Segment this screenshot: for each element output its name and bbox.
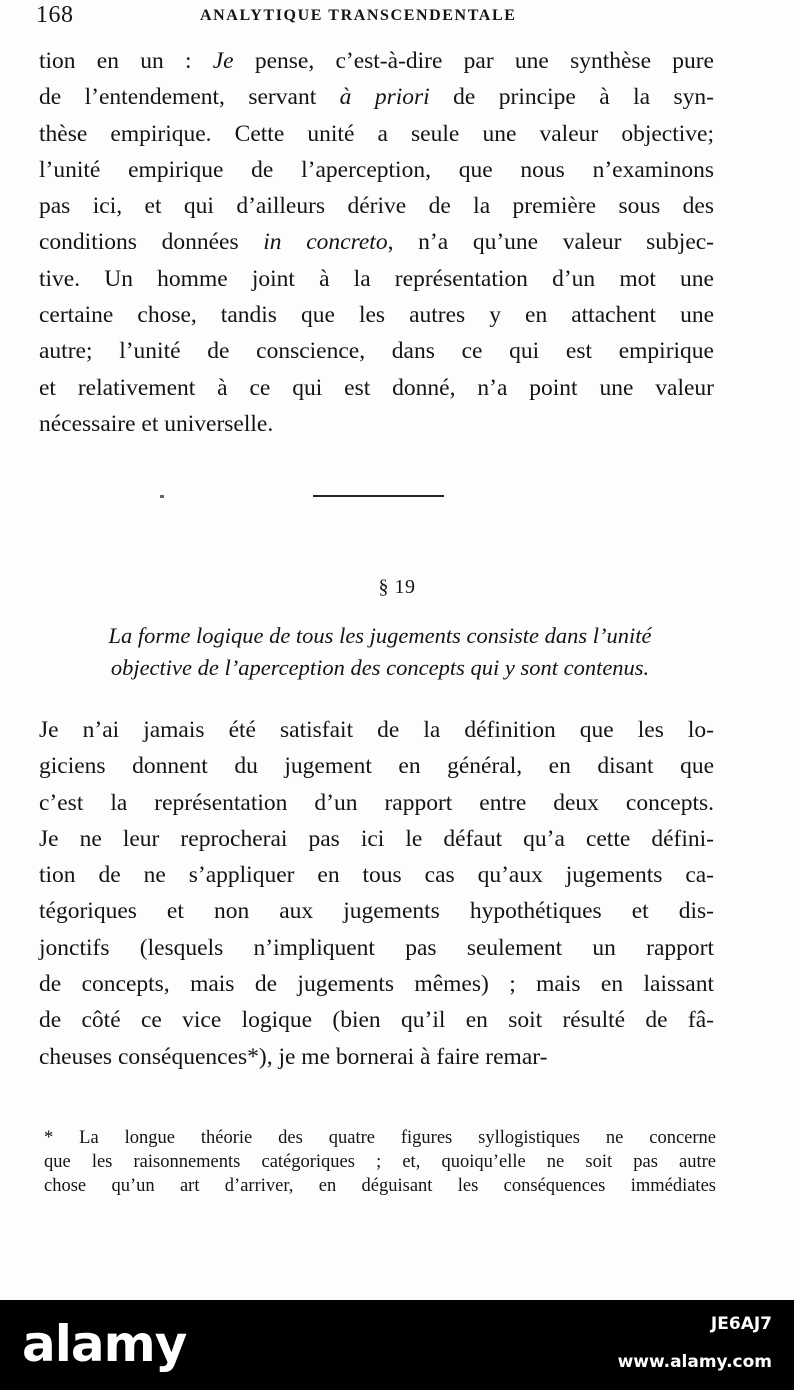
italic-phrase: in concreto (263, 229, 388, 256)
section-title-line: La forme logique de tous les jugements consiste dans l’unité (108, 623, 652, 648)
page-header (36, 2, 716, 32)
footnote-line: chose qu’un art d’arriver, en déguisant les conséquences immédiates (44, 1176, 716, 1196)
section-divider (313, 495, 444, 497)
text-line: autre; l’unité de conscience, dans ce qui est empirique (39, 338, 714, 365)
italic-phrase: à priori (339, 84, 430, 111)
text-line: cheuses conséquences*), je me bornerai à faire remar- (39, 1043, 548, 1070)
italic-phrase: Je (212, 48, 234, 74)
text-line: et relativement à ce qui est donné, n’a point une valeur (39, 374, 714, 401)
footnote (44, 1126, 716, 1198)
text-line: Je ne leur reprocherai pas ici le défaut qu’a cette défini- (39, 825, 714, 852)
stock-watermark-bar (0, 1300, 794, 1390)
section-title-line: objective de l’aperception des concepts qui y sont contenus. (110, 655, 650, 680)
running-title: ANALYTIQUE TRANSCENDENTALE (200, 7, 517, 24)
text-line: tion en un : Je pense, c’est-à-dire par une synthèse pure (39, 48, 714, 74)
site-url: www.alamy.com (617, 1352, 772, 1372)
section-number: § 19 (378, 576, 416, 598)
text-line: tégoriques et non aux jugements hypothétiques et dis- (39, 898, 714, 925)
section-title (40, 620, 720, 684)
text-line: de l’entendement, servant à priori de principe à la syn- (39, 84, 714, 111)
text-line: de concepts, mais de jugements mêmes) ; mais en laissant (39, 971, 714, 998)
text-line: c’est la représentation d’un rapport entre deux concepts. (39, 789, 714, 816)
image-id: JE6AJ7 (710, 1314, 772, 1334)
text-line: conditions données in concreto, n’a qu’une valeur subjec- (39, 229, 715, 256)
text-line: certaine chose, tandis que les autres y en attachent une (39, 302, 714, 329)
text-line: giciens donnent du jugement en général, en disant que (39, 753, 714, 780)
page-number: 168 (36, 2, 74, 28)
text-line: jonctifs (lesquels n’impliquent pas seulement un rapport (39, 934, 714, 961)
text-line: tion de ne s’appliquer en tous cas qu’aux jugements ca- (39, 862, 714, 889)
text-line: nécessaire et universelle. (39, 410, 274, 437)
brand-logo: alamy (22, 1315, 187, 1373)
text-line: de côté ce vice logique (bien qu’il en soit résulté de fâ- (39, 1007, 714, 1034)
text-line: l’unité empirique de l’aperception, que nous n’examinons (39, 156, 714, 183)
footnote-line: * La longue théorie des quatre figures syllogistiques ne concerne (44, 1128, 716, 1148)
text-line: thèse empirique. Cette unité a seule une valeur objective; (39, 120, 714, 147)
print-speck (160, 495, 164, 498)
body-paragraph (39, 712, 714, 1075)
text-line: pas ici, et qui d’ailleurs dérive de la première sous des (39, 193, 714, 220)
text-line: tive. Un homme joint à la représentation d’un mot une (39, 265, 714, 292)
text-line: Je n’ai jamais été satisfait de la définition que les lo- (39, 717, 714, 743)
footnote-line: que les raisonnements catégoriques ; et, quoiqu’elle ne soit pas autre (44, 1152, 716, 1172)
top-paragraph (39, 43, 714, 442)
